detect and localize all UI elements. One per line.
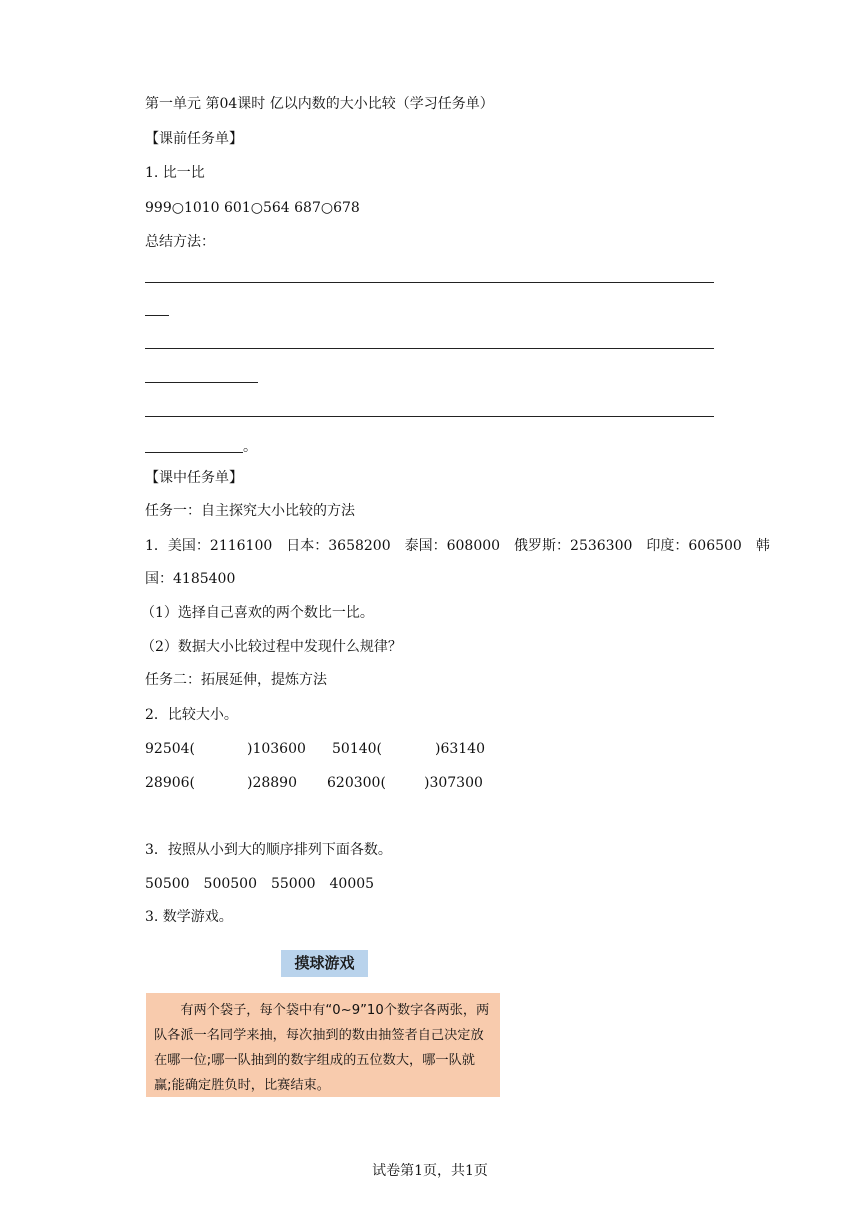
question-1-title: 1. 比一比	[145, 165, 205, 181]
pre-class-heading: 【课前任务单】	[145, 131, 243, 147]
compare-row	[145, 773, 483, 793]
task-1-title: 任务一：自主探究大小比较的方法	[145, 503, 355, 519]
in-class-heading: 【课中任务单】	[145, 470, 243, 486]
compare-left: 28906(	[145, 775, 195, 791]
game-rules-line: 在哪一位;哪一队抽到的数字组成的五位数大，哪一队就	[154, 1053, 475, 1068]
compare-row	[145, 739, 485, 759]
page-footer: 试卷第1页，共1页	[372, 1163, 488, 1179]
compare-right: )28890	[247, 775, 297, 791]
answer-line	[145, 382, 258, 383]
compare-left: 50140(	[332, 741, 382, 757]
compare-right: )307300	[424, 775, 483, 791]
question-2-title: 2．比较大小。	[145, 707, 238, 723]
answer-line	[145, 315, 169, 316]
question-1-countries-line-2: 国：4185400	[145, 571, 236, 587]
question-1-sub-1: （1）选择自己喜欢的两个数比一比。	[141, 605, 374, 621]
game-rules-line: 有两个袋子，每个袋中有“0~9”10个数字各两张，两	[154, 1003, 490, 1018]
question-1-sub-2: （2）数据大小比较过程中发现什么规律？	[141, 639, 402, 655]
summary-label: 总结方法：	[145, 234, 215, 250]
task-2-title: 任务二：拓展延伸，提炼方法	[145, 672, 327, 688]
compare-right: )103600	[247, 741, 306, 757]
question-3-numbers: 50500 500500 55000 40005	[145, 876, 375, 892]
question-4-title: 3. 数学游戏。	[145, 909, 233, 925]
game-rules-box	[146, 993, 500, 1097]
compare-right: )63140	[435, 741, 485, 757]
page-title: 第一单元 第04课时 亿以内数的大小比较（学习任务单）	[145, 96, 494, 112]
answer-line	[145, 282, 714, 283]
answer-line	[145, 452, 243, 453]
compare-left: 620300(	[327, 775, 386, 791]
question-1-countries-line-1: 1．美国：2116100 日本：3658200 泰国：608000 俄罗斯：2536300 印度：606500 韩	[145, 538, 770, 554]
compare-left: 92504(	[145, 741, 195, 757]
game-banner: 摸球游戏	[281, 950, 368, 977]
game-rules-line: 队各派一名同学来抽，每次抽到的数由抽签者自己决定放	[154, 1028, 484, 1043]
question-1-items: 999○1010 601○564 687○678	[145, 200, 360, 216]
game-rules-line: 赢;能确定胜负时，比赛结束。	[154, 1078, 330, 1093]
answer-line	[145, 348, 714, 349]
question-3-title: 3．按照从小到大的顺序排列下面各数。	[145, 842, 392, 858]
answer-line	[145, 416, 714, 417]
end-mark: 。	[243, 439, 257, 455]
